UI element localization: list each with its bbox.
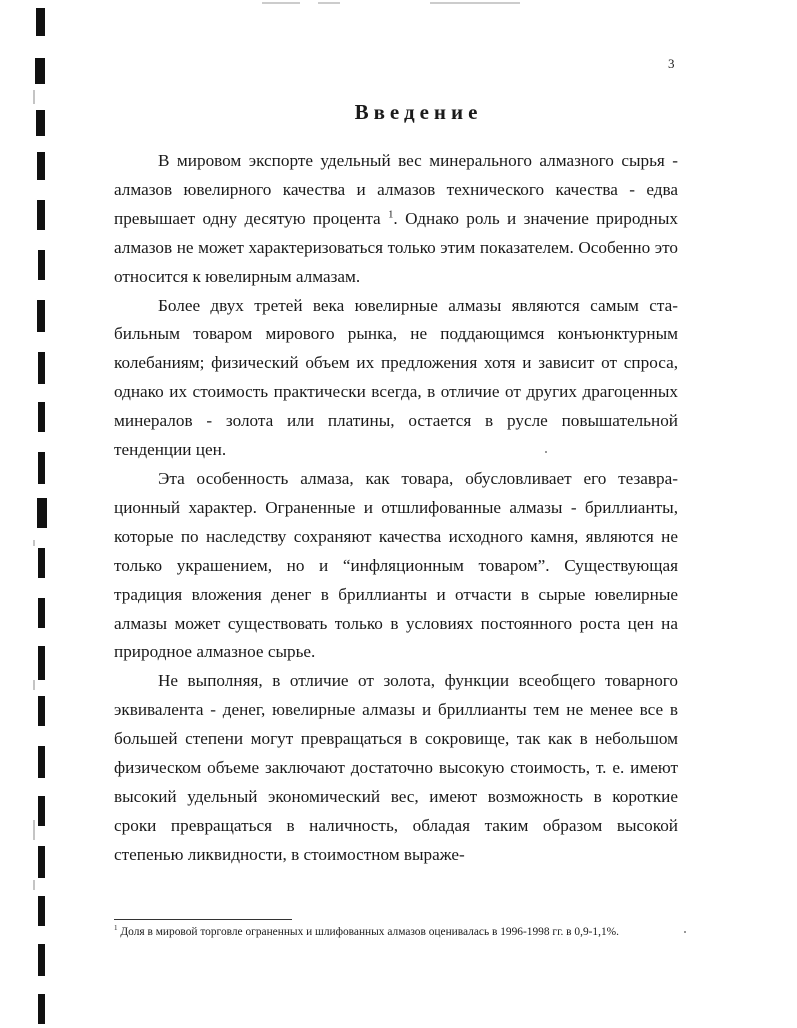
paragraph-4: Не выполняя, в отличие от золота, функции всеобщего товарного эквивалента - денег, ювелирные алмазы и бриллианты тем не менее все в большей степени могут превращаться в сокровище, так как в небольшом физическом объеме заключают достаточно высокую стоимость, т. е. имеют высокий удельный экономический вес, имеют возможность в короткие сроки превращаться в наличность, обладая таким образом высокой степенью ликвидности, в стоимостном выраже- [114,671,678,864]
paragraph-1-text-start: В мировом экспорте удельный вес минерального алмазного сырья - алмазов ювелирного качества и алмазов технического качества - едва превышает одну десятую процента [114,151,678,228]
page-title: Введение [354,100,483,124]
page-number: 3 [668,56,675,71]
paragraph-1-text-end: . Однако роль и значение природных алмазов не может характеризоваться только этим показателем. Особенно это относится к ювелирным алмазам. [114,208,678,286]
paragraph-1 [114,147,678,292]
paragraph-3: Эта особенность алмаза, как товара, обусловливает его тезаврационный характер. Ограненные и отшлифованные алмазы - бриллианты, которые по наследству сохраняют качества исходного камня, являются не только украшением, но и “инфляционным товаром”. Существующая традиция вложения денег в бриллианты и отчасти в сырые ювелирные алмазы может существовать только в условиях постоянного роста цен на природное алмазное сырье. [114,468,678,662]
body-text [114,147,678,870]
footnote-text: Доля в мировой торговле ограненных и шлифованных алмазов оценивалась в 1996-1998 гг. в 0,9-1,1%. [120,926,620,938]
scan-speck [684,931,686,933]
scan-speck [545,451,547,453]
binding-marks [0,0,60,1028]
footnote [114,925,654,940]
paragraph-2: Более двух третей века ювелирные алмазы являются самым стабильным товаром мирового рынка, не поддающимся конъюнктурным колебаниям; физический объем их предложения хотя и зависит от спроса, однако их стоимость практически всегда, в отличие от других драгоценных минералов - золота или платины, остается в русле повышательной тенденции цен. [114,295,678,460]
scan-artifact-lines [0,0,797,10]
footnote-divider [114,919,292,920]
footnote-marker: 1 [114,924,118,933]
footnote-reference: 1 [388,209,394,221]
